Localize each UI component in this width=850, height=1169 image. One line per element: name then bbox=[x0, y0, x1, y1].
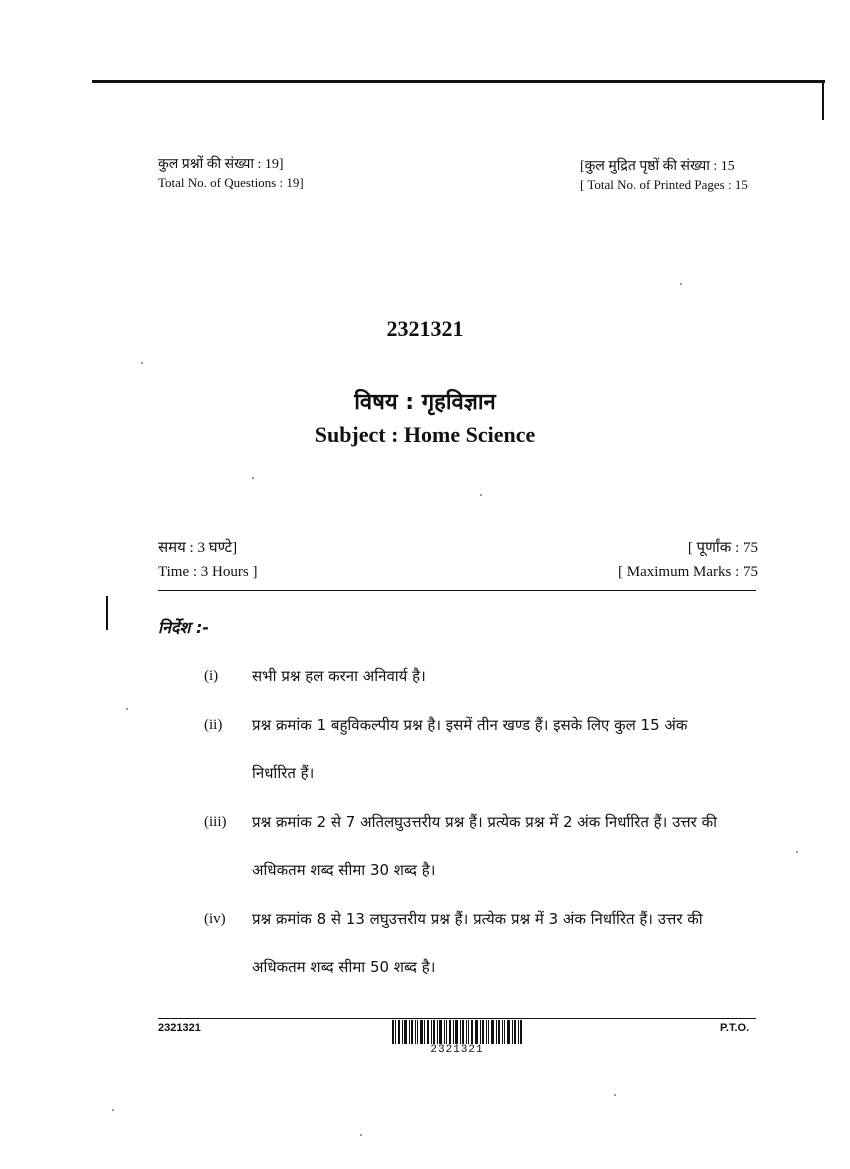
instruction-text-continued: अधिकतम शब्द सीमा 30 शब्द है। bbox=[252, 861, 436, 879]
subject-english: Subject : Home Science bbox=[314, 422, 536, 447]
marks-english: [ Maximum Marks : 75 bbox=[618, 564, 758, 580]
top-rule-tick bbox=[822, 80, 824, 120]
instruction-text: सभी प्रश्न हल करना अनिवार्य है। bbox=[252, 667, 426, 685]
footer-paper-code: 2321321 bbox=[158, 1022, 201, 1034]
scan-speck bbox=[360, 1134, 362, 1136]
scan-speck bbox=[141, 362, 143, 364]
time-english: Time : 3 Hours ] bbox=[158, 564, 258, 580]
subject-hindi: विषय : गृहविज्ञान bbox=[354, 390, 496, 415]
scan-speck bbox=[614, 1094, 616, 1096]
barcode-image bbox=[392, 1020, 522, 1044]
instruction-number: (iv) bbox=[204, 911, 226, 927]
marks-hindi: [ पूर्णांक : 75 bbox=[687, 540, 758, 556]
time-hindi: समय : 3 घण्टे] bbox=[158, 540, 238, 556]
scan-speck bbox=[796, 851, 798, 853]
instruction-text: प्रश्न क्रमांक 2 से 7 अतिलघुउत्तरीय प्रश्न हैं। प्रत्येक प्रश्न में 2 अंक निर्धारित हैं। उत्तर की bbox=[252, 813, 717, 831]
instruction-text: प्रश्न क्रमांक 8 से 13 लघुउत्तरीय प्रश्न हैं। प्रत्येक प्रश्न में 3 अंक निर्धारित हैं। उत्तर की bbox=[252, 910, 703, 928]
scan-speck bbox=[680, 283, 682, 285]
instruction-number: (iii) bbox=[204, 814, 227, 830]
scan-speck bbox=[112, 1109, 114, 1111]
questions-count-hindi: कुल प्रश्नों की संख्या : 19] bbox=[158, 157, 284, 172]
paper-code: 2321321 bbox=[386, 316, 464, 341]
scan-speck bbox=[252, 477, 254, 479]
pto-label: P.T.O. bbox=[720, 1022, 750, 1034]
time-block bbox=[158, 536, 257, 584]
instruction-text: प्रश्न क्रमांक 1 बहुविकल्पीय प्रश्न है। इसमें तीन खण्ड हैं। इसके लिए कुल 15 अंक bbox=[252, 716, 688, 734]
scan-speck bbox=[126, 708, 128, 710]
instruction-text-continued: निर्धारित हैं। bbox=[252, 764, 315, 782]
marks-block bbox=[618, 536, 758, 584]
footer-rule bbox=[158, 1018, 756, 1019]
questions-count-english: Total No. of Questions : 19] bbox=[158, 175, 304, 190]
instruction-text-continued: अधिकतम शब्द सीमा 50 शब्द है। bbox=[252, 958, 436, 976]
margin-mark bbox=[106, 596, 108, 630]
pages-count-hindi: [कुल मुद्रित पृष्ठों की संख्या : 15 bbox=[580, 159, 735, 174]
barcode-number: 2321321 bbox=[430, 1044, 484, 1056]
instructions-heading: निर्देश :- bbox=[158, 618, 210, 637]
scan-speck bbox=[480, 494, 482, 496]
section-divider bbox=[158, 590, 756, 591]
pages-count-english: [ Total No. of Printed Pages : 15 bbox=[580, 177, 748, 192]
top-rule bbox=[92, 80, 825, 83]
pages-count-block bbox=[580, 158, 748, 194]
instruction-number: (i) bbox=[204, 668, 219, 684]
instruction-number: (ii) bbox=[204, 717, 223, 733]
questions-count-block bbox=[158, 156, 304, 192]
